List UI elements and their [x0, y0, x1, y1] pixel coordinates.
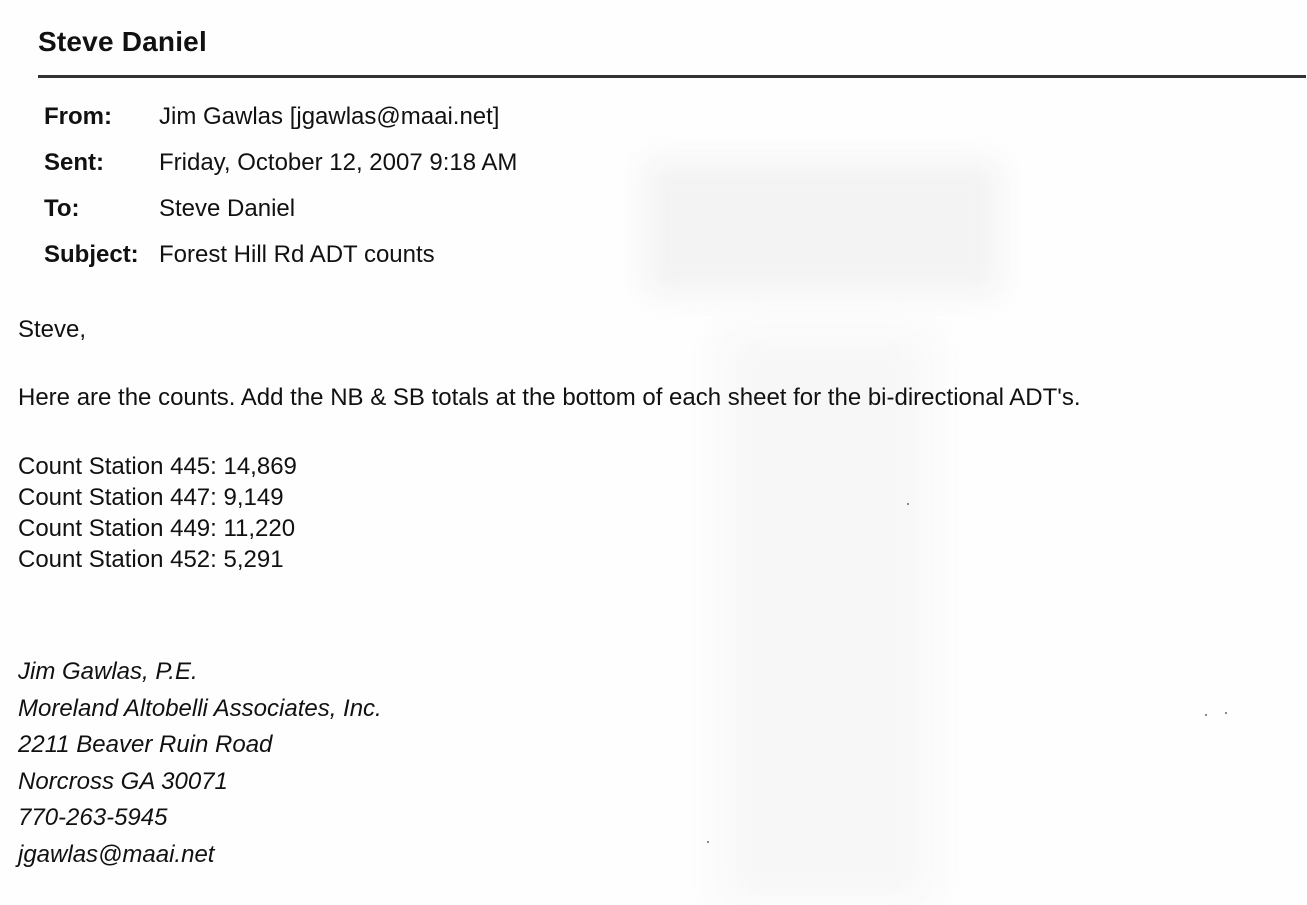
- mailbox-owner-name: Steve Daniel: [38, 26, 207, 57]
- signature-block: [18, 654, 382, 873]
- to-value: Steve Daniel: [159, 195, 296, 222]
- subject-value: Forest Hill Rd ADT counts: [159, 241, 435, 268]
- subject-label: Subject:: [44, 241, 139, 268]
- scan-speck: [1205, 714, 1207, 716]
- from-label: From:: [44, 103, 112, 130]
- message-text: Here are the counts. Add the NB & SB totals at the bottom of each sheet for the bi-directional ADT's.: [18, 384, 1081, 411]
- signature-company: Moreland Altobelli Associates, Inc.: [18, 694, 382, 722]
- header-divider: [38, 75, 1306, 78]
- greeting: Steve,: [18, 316, 87, 343]
- from-value: Jim Gawlas [jgawlas@maai.net]: [159, 103, 500, 130]
- signature-phone: 770-263-5945: [18, 804, 168, 831]
- count-line: Count Station 452: 5,291: [18, 546, 284, 573]
- sent-value: Friday, October 12, 2007 9:18 AM: [159, 149, 518, 176]
- scan-artifact: [645, 160, 1000, 295]
- subject-row: [44, 241, 517, 287]
- email-header: [44, 103, 517, 287]
- count-line: Count Station 445: 14,869: [18, 453, 297, 480]
- to-row: [44, 195, 517, 241]
- signature-name: Jim Gawlas, P.E.: [18, 658, 198, 685]
- from-row: [44, 103, 517, 149]
- signature-street: 2211 Beaver Ruin Road: [18, 731, 273, 758]
- count-list: [18, 451, 297, 575]
- scan-speck: [1225, 712, 1227, 714]
- sent-row: [44, 149, 517, 195]
- count-line: Count Station 447: 9,149: [18, 484, 284, 511]
- scan-artifact: [720, 330, 930, 905]
- sent-label: Sent:: [44, 149, 104, 176]
- to-label: To:: [44, 195, 80, 222]
- scan-speck: [907, 503, 909, 505]
- signature-email: jgawlas@maai.net: [18, 840, 215, 868]
- signature-city: Norcross GA 30071: [18, 767, 228, 795]
- scan-speck: [707, 841, 709, 843]
- count-line: Count Station 449: 11,220: [18, 515, 296, 542]
